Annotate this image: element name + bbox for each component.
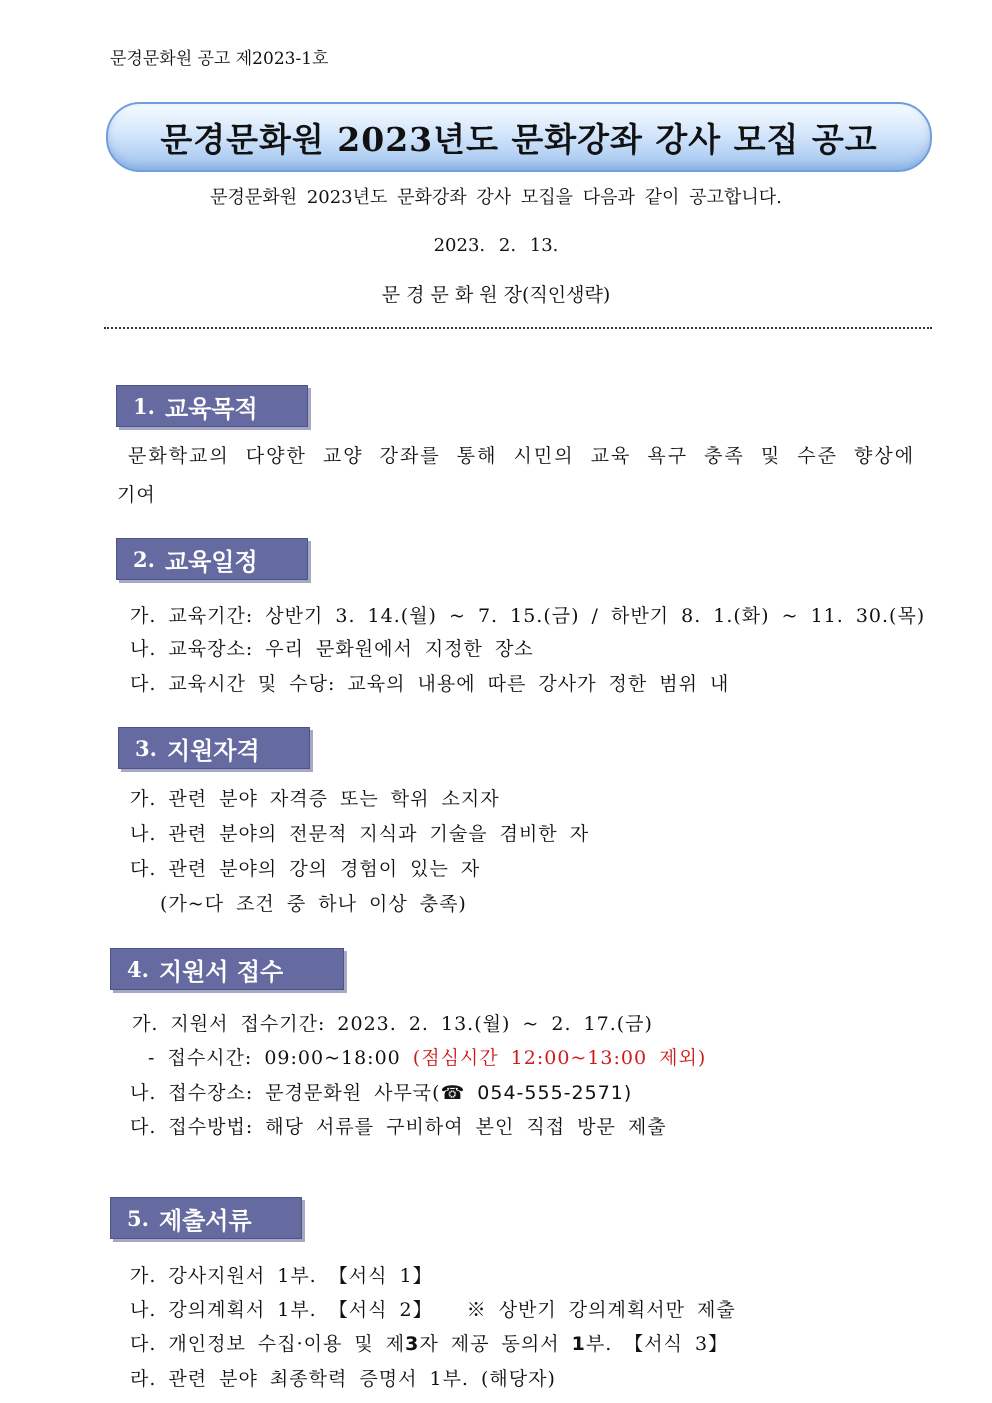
section-title: 제출서류 xyxy=(158,1206,252,1235)
phone-number: 054-555-2571) xyxy=(465,1082,633,1104)
phone-icon: ☎ xyxy=(440,1082,466,1104)
section-5-line: 라. 관련 분야 최종학력 증명서 1부. (해당자) xyxy=(130,1368,556,1390)
document-item-part: 1 xyxy=(571,1333,586,1355)
document-item-part: 부. 【서식 3】 xyxy=(585,1333,729,1355)
title-banner xyxy=(106,102,932,172)
section-3-line: (가~다 조건 중 하나 이상 충족) xyxy=(160,893,467,915)
document-item-part: 다. 개인정보 수집·이용 및 제 xyxy=(130,1333,406,1355)
section-2-line: 다. 교육시간 및 수당: 교육의 내용에 따른 강사가 정한 범위 내 xyxy=(130,673,730,695)
document-item-part: 자 제공 동의서 xyxy=(419,1333,572,1355)
section-header-3 xyxy=(118,727,310,769)
section-3-line: 나. 관련 분야의 전문적 지식과 기술을 겸비한 자 xyxy=(130,823,590,845)
section-number: 4. xyxy=(127,956,149,982)
signer: 문 경 문 화 원 장(직인생략) xyxy=(381,284,611,306)
section-1-line: 기여 xyxy=(117,484,156,506)
section-4-line xyxy=(130,1078,632,1105)
reception-place: 나. 접수장소: 문경문화원 사무국( xyxy=(130,1082,441,1104)
intro-text: 문경문화원 2023년도 문화강좌 강사 모집을 다음과 같이 공고합니다. xyxy=(210,187,782,208)
page-title: 문경문화원 2023년도 문화강좌 강사 모집 공고 xyxy=(160,119,878,159)
section-5-line xyxy=(130,1295,736,1322)
section-4-line: 가. 지원서 접수기간: 2023. 2. 13.(월) ~ 2. 17.(금) xyxy=(132,1013,653,1035)
section-4-line: 다. 접수방법: 해당 서류를 구비하여 본인 직접 방문 제출 xyxy=(130,1116,667,1138)
section-header-4 xyxy=(110,948,344,990)
lunch-exception-note: (점심시간 12:00~13:00 제외) xyxy=(412,1047,707,1069)
section-3-line: 다. 관련 분야의 강의 경험이 있는 자 xyxy=(130,858,481,880)
announcement-date: 2023. 2. 13. xyxy=(433,235,559,256)
section-number: 5. xyxy=(127,1205,149,1231)
section-title: 교육일정 xyxy=(164,547,258,576)
section-5-line: 가. 강사지원서 1부. 【서식 1】 xyxy=(130,1265,433,1287)
section-number: 2. xyxy=(133,546,155,572)
section-header-5 xyxy=(110,1197,302,1239)
section-number: 3. xyxy=(135,735,157,761)
section-3-line: 가. 관련 분야 자격증 또는 학위 소지자 xyxy=(130,788,500,810)
section-title: 지원서 접수 xyxy=(158,957,284,986)
section-1-line: 문화학교의 다양한 교양 강좌를 통해 시민의 교육 욕구 충족 및 수준 향상에 xyxy=(128,445,916,467)
section-header-1 xyxy=(116,385,308,427)
section-header-2 xyxy=(116,538,308,580)
reception-time: - 접수시간: 09:00~18:00 xyxy=(148,1047,401,1069)
document-item: 나. 강의계획서 1부. 【서식 2】 xyxy=(130,1299,433,1321)
section-title: 지원자격 xyxy=(166,736,260,765)
section-number: 1. xyxy=(133,393,155,419)
section-2-line: 가. 교육기간: 상반기 3. 14.(월) ~ 7. 15.(금) / 하반기 8. 1.(화) ~ 11. 30.(목) xyxy=(130,605,926,627)
section-4-line xyxy=(148,1043,706,1070)
section-5-line xyxy=(130,1329,728,1356)
document-note: ※ 상반기 강의계획서만 제출 xyxy=(466,1299,736,1321)
section-title: 교육목적 xyxy=(164,394,258,423)
notice-number: 문경문화원 공고 제2023-1호 xyxy=(110,49,329,69)
section-2-line: 나. 교육장소: 우리 문화원에서 지정한 장소 xyxy=(130,638,534,660)
document-item-part: 3 xyxy=(405,1333,420,1355)
dotted-divider xyxy=(104,327,932,329)
